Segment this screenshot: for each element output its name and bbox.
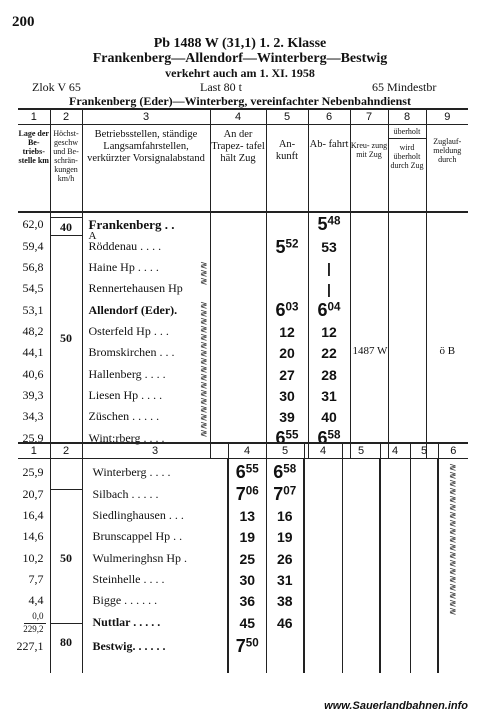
table2-body [18,459,468,674]
arrival-column [266,212,308,459]
section-title: Frankenberg (Eder)—Winterberg, vereinfachter Nebenbahndienst [69,94,411,108]
hour: 7 [235,636,246,656]
station-name: Winterberg . . . . [92,465,171,479]
station-name: Wulmeringhsn Hp . [92,551,188,565]
km-cell: 7,7 [28,572,44,586]
header-stations: Betriebsstellen, ständige Langsamfahrstellen, verkürzter Vorsignalabstand [82,125,210,213]
speed-column [50,212,82,459]
slow-zone-column [438,459,468,674]
arrival-time: 25 [239,551,256,567]
hour: 6 [275,428,286,448]
departure-time [309,214,350,235]
arrival-time: 30 [239,572,256,588]
km-cell: 40,6 [22,367,44,381]
km-cell: 20,7 [22,487,44,501]
km-cell: 25,9 [22,431,44,445]
km-cell: 4,4 [28,593,44,607]
km-cell: 48,2 [22,324,44,338]
col-num: 5 [266,109,308,125]
hour: 5 [317,214,328,234]
departure-time [267,462,304,483]
speed-column [50,459,82,674]
page-number: 200 [12,14,35,30]
route-title: Frankenberg—Allendorf—Winterberg—Bestwig [92,51,388,66]
slow-zone-marker: ≷ ≷ ≷ [199,260,208,286]
col-num: 3 [82,443,228,459]
departure-time [267,484,304,505]
arrival-time: 39 [279,409,295,425]
overtake-column [388,212,426,459]
departure-column [266,459,304,674]
speed-rule [51,489,82,490]
departure-column [308,212,350,459]
departure-time: 16 [276,508,293,524]
departure-time: 46 [276,615,293,631]
arrival-time [267,300,308,321]
arrival-time [267,237,308,258]
load: Last 80 t [200,80,242,94]
km-cell: 16,4 [22,508,44,522]
header-overtake-b: wird überholt durch Zug [390,143,424,170]
col-num: 1 [18,109,50,125]
header-trapez: An der Trapez- tafel hält Zug [210,125,266,213]
header-overtake [388,125,426,213]
minute: 55 [245,462,259,476]
departure-time: 22 [321,345,337,361]
minute: 03 [285,300,299,314]
km-cell: 25,9 [22,465,44,479]
station-name: Nuttlar . . . . . [92,615,161,629]
col-num: 5 [342,443,380,459]
slow-zone-marker: ≷ ≷ ≷ ≷ ≷ ≷ ≷ ≷ ≷ ≷ ≷ ≷ ≷ ≷ ≷ ≷ ≷ ≷ ≷ [449,462,457,616]
km-cell: 54,5 [22,281,44,295]
arrival-time [229,484,266,505]
empty-column [380,459,410,674]
station-name: Bromskirchen . . . [88,345,175,359]
departure-time: 38 [276,593,293,609]
speed-limit: 80 [60,635,72,649]
locomotive: Zlok V 65 [32,80,81,94]
speed-rule [51,217,82,218]
km-cell: 59,4 [22,239,44,253]
station-name: Liesen Hp . . . . [88,388,163,402]
minute: 07 [283,484,297,498]
departure-time: 26 [276,551,293,567]
minute: 50 [245,636,259,650]
col-num: 4 [304,443,342,459]
km-cell: 39,3 [22,388,44,402]
departure-time: 31 [276,572,293,588]
km-cell: 10,2 [22,551,44,565]
column-headers [18,125,468,213]
speed-rule [51,235,82,236]
departure-time: 53 [321,239,337,255]
timetable-1 [18,108,468,459]
km-cell: 229,2 [23,624,44,634]
empty-column [342,459,380,674]
trapez-column [210,212,266,459]
header-overtake-a: überholt [389,127,426,139]
report-column [426,212,468,459]
header-report: Zuglauf- meldung durch [426,125,468,213]
departure-time: 31 [321,388,337,404]
pass-through: | [327,281,331,297]
minute: 55 [285,428,299,442]
col-num: 2 [50,109,82,125]
minute: 52 [285,237,299,251]
km-cell: 53,1 [22,303,44,317]
crossing-column [350,212,388,459]
col-num: 3 [82,109,210,125]
timetable-2 [18,442,468,673]
arrival-time: 27 [279,367,295,383]
minute: 58 [283,462,297,476]
arrival-column [228,459,266,674]
col-num: 4 [228,443,266,459]
train-title: Pb 1488 W (31,1) 1. 2. Klasse [153,36,327,51]
km-cell: 34,3 [22,409,44,423]
col-num: 9 [426,109,468,125]
slow-zone-marker: ≷ ≷ ≷ ≷ ≷ ≷ ≷ ≷ ≷ ≷ ≷ ≷ ≷ ≷ ≷ ≷ ≷ [199,300,208,438]
arrival-time: 36 [239,593,256,609]
station-name: Osterfeld Hp . . . [88,324,169,338]
col-num: 4 [380,443,410,459]
station-name: Bestwig. . . . . . [92,639,166,653]
station-name: Silbach . . . . . [92,487,159,501]
km-column [18,212,50,459]
arrival-time: 30 [279,388,295,404]
hour: 5 [275,237,286,257]
column-numbers [18,109,468,125]
col-num: 6 [438,443,468,459]
departure-time: 40 [321,409,337,425]
min-brake: 65 Mindestbr [372,80,437,94]
departure-time: 28 [321,367,337,383]
website-footer: www.Sauerlandbahnen.info [324,700,468,712]
hour: 6 [317,300,328,320]
arrival-time: 45 [239,615,256,631]
col-num: 2 [50,443,82,459]
hour: 6 [317,428,328,448]
operating-note: verkehrt auch am 1. XI. 1958 [165,66,315,80]
station-column [82,459,228,674]
hour: 6 [273,462,284,482]
crossing-train: 1487 W [352,345,388,357]
minute: 58 [327,428,341,442]
departure-time: 12 [321,324,337,340]
station-name: Hallenberg . . . . [88,367,166,381]
station-name: Rennertehausen Hp [88,281,183,295]
departure-time [309,300,350,321]
speed-rule [51,623,82,624]
empty-column [304,459,342,674]
col-num: 5 [410,443,438,459]
speed-limit: 50 [60,551,72,565]
station-name: Allendorf (Eder). [88,303,178,317]
minute: 48 [327,214,341,228]
station-sub: A [88,230,97,242]
col-num: 4 [210,109,266,125]
arrival-time: 13 [239,508,256,524]
station-name: Brunscappel Hp . . [92,529,183,543]
station-name: Züschen . . . . . [88,409,160,423]
departure-time: 19 [276,529,293,545]
km-cell: 62,0 [22,217,44,231]
pass-through: | [327,260,331,276]
station-column [82,212,210,459]
hour: 6 [235,462,246,482]
table1-body [18,212,468,459]
km-cell: 56,8 [22,260,44,274]
col-num: 8 [388,109,426,125]
km-cell: 44,1 [22,345,44,359]
header-speed: Höchst- geschw und Be- schrän- kungen km/h [50,125,82,213]
km-cell: 0,0 [32,611,44,621]
station-name: Frankenberg . . [88,217,175,232]
hour: 6 [275,300,286,320]
station-name: Wint:rberg . . . . [88,431,165,445]
station-name: Röddenau . . . . [88,239,162,253]
header-arrival: An- kunft [266,125,308,213]
speed-limit: 50 [60,331,72,345]
station-name: Siedlinghausen . . . [92,508,184,522]
km-column [18,459,50,674]
km-cell: 227,1 [16,639,44,653]
col-num: 5 [266,443,304,459]
speed-limit: 40 [60,220,72,234]
station-name: Steinhelle . . . . [92,572,165,586]
minute: 06 [245,484,259,498]
arrival-time: 12 [279,324,295,340]
hour: 7 [273,484,284,504]
col-num: 7 [350,109,388,125]
empty-column [410,459,438,674]
header-crossing: Kreu- zung mit Zug [350,125,388,213]
arrival-time: 19 [239,529,256,545]
header-km: Lage der Be- triebs- stelle km [18,125,50,213]
arrival-time: 20 [279,345,295,361]
km-cell: 14,6 [22,529,44,543]
minute: 04 [327,300,341,314]
col-num: 1 [18,443,50,459]
header-departure: Ab- fahrt [308,125,350,213]
station-name: Bigge . . . . . . [92,593,158,607]
station-name: Haine Hp . . . . [88,260,159,274]
arrival-time [229,636,266,657]
column-numbers [18,443,468,459]
hour: 7 [235,484,246,504]
report-station: ö B [439,345,456,357]
arrival-time [229,462,266,483]
col-num: 6 [308,109,350,125]
